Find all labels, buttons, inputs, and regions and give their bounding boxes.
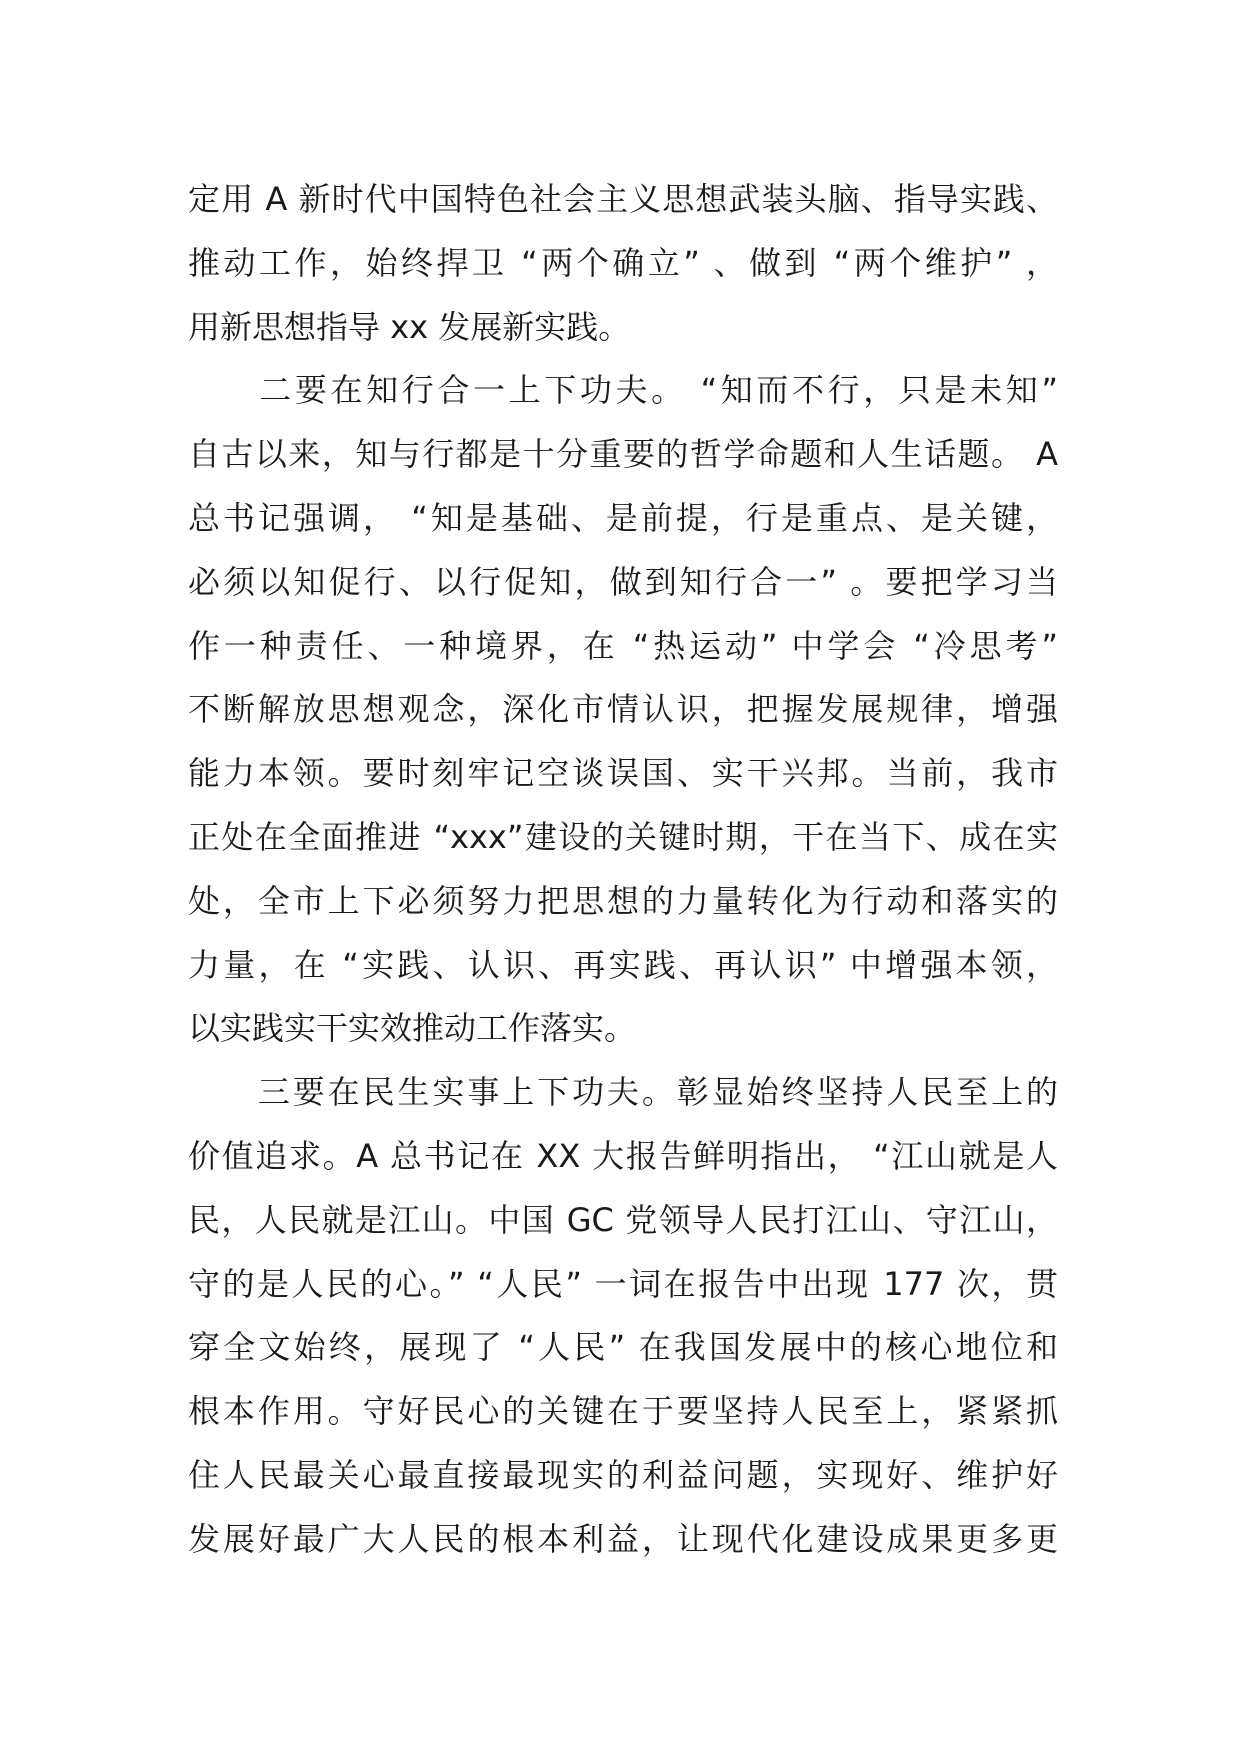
text-line: 定用 A 新时代中国特色社会主义思想武装头脑、指导实践、 (188, 180, 1058, 218)
text-line: 三要在民生实事上下功夫。彰显始终坚持人民至上的 (188, 1073, 1058, 1112)
text-line: 总书记强调， “知是基础、是前提，行是重点、是关键， (188, 498, 1058, 537)
body-text (188, 168, 1058, 1572)
text-line: 必须以知促行、以行促知，做到知行合一” 。要把学习当 (188, 562, 1058, 601)
text-line: 处，全市上下必须努力把思想的力量转化为行动和落实的 (188, 881, 1058, 920)
text-line: 不断解放思想观念，深化市情认识，把握发展规律，增强 (188, 690, 1058, 729)
text-line: 以实践实干实效推动工作落实。 (188, 1009, 637, 1048)
text-line: 发展好最广大人民的根本利益，让现代化建设成果更多更 (188, 1519, 1058, 1558)
text-line: 根本作用。守好民心的关键在于要坚持人民至上，紧紧抓 (188, 1392, 1058, 1431)
text-line: 守的是人民的心。” “人民” 一词在报告中出现 177 次，贯 (188, 1264, 1058, 1303)
text-line: 自古以来，知与行都是十分重要的哲学命题和人生话题。 A (188, 435, 1058, 474)
text-line: 价值追求。A 总书记在 XX 大报告鲜明指出， “江山就是人 (188, 1136, 1058, 1175)
text-line: 二要在知行合一上下功夫。 “知而不行，只是未知” (188, 371, 1058, 410)
text-line: 住人民最关心最直接最现实的利益问题，实现好、维护好 (188, 1455, 1058, 1494)
text-line: 正处在全面推进 “xxx”建设的关键时期，干在当下、成在实 (188, 817, 1058, 856)
text-line: 民，人民就是江山。中国 GC 党领导人民打江山、守江山， (188, 1200, 1058, 1239)
text-line: 穿全文始终，展现了 “人民” 在我国发展中的核心地位和 (188, 1328, 1058, 1367)
text-line: 推动工作，始终捍卫 “两个确立” 、做到 “两个维护” ， (188, 243, 1058, 282)
text-line: 作一种责任、一种境界，在 “热运动” 中学会 “冷思考” (188, 626, 1058, 665)
text-line: 用新思想指导 xx 发展新实践。 (188, 307, 631, 346)
text-line: 能力本领。要时刻牢记空谈误国、实干兴邦。当前，我市 (188, 754, 1058, 793)
text-line: 力量，在 “实践、认识、再实践、再认识” 中增强本领， (188, 945, 1058, 984)
